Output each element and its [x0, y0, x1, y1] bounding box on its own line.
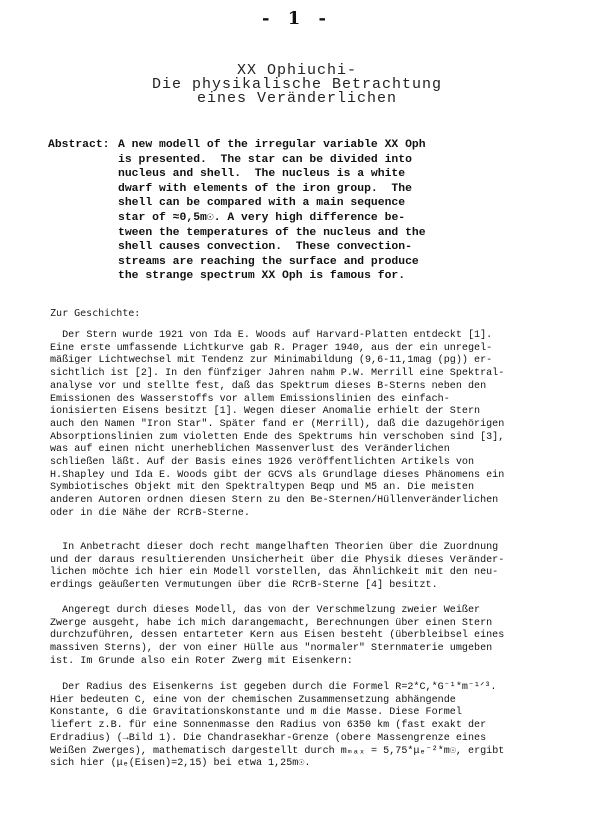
text-line: anderen Autoren ordnen diesen Stern zu den Be-Sternen/Hüllenveränderlichen	[50, 495, 499, 507]
text-line: Weißen Zwerges), mathematisch dargestellt durch mₘₐₓ = 5,75*μₑ⁻²*m☉, ergibt	[50, 745, 505, 757]
text-line: lichen möchte ich hier ein Modell vorstellen, das Ähnlichkeit mit den neu-	[50, 567, 499, 579]
text-line: Zwerge ausgeht, habe ich mich darangemacht, Berechnungen über einen Stern	[50, 617, 493, 629]
title-line: XX Ophiuchi-	[236, 62, 358, 79]
abstract-text	[118, 138, 482, 284]
text-line: schließen läßt. Auf der Basis eines 1926 veröffentlichten Artikels von	[50, 457, 475, 469]
text-line: auch den Namen "Iron Star". Später fand er (Merrill), daß die dazugehörigen	[50, 418, 505, 430]
section-heading: Zur Geschichte:	[50, 308, 141, 319]
text-line: erdings geäußerten Vermutungen über die RCrB-Sterne [4] besitzt.	[50, 580, 438, 592]
page-number: - 1 -	[262, 8, 332, 29]
text-line: Der Radius des Eisenkerns ist gegeben durch die Formel R=2*C,*G⁻¹*m⁻¹ᐟ³.	[50, 682, 497, 693]
text-line: massiven Sterns), der von einer Hülle aus "normaler" Sternmaterie umgeben	[50, 643, 493, 655]
title-line: eines Veränderlichen	[196, 90, 398, 107]
text-line: In Anbetracht dieser doch recht mangelhaften Theorien über die Zuordnung	[50, 542, 499, 553]
title-line: Die physikalische Betrachtung	[151, 76, 443, 93]
abstract-line: dwarf with elements of the iron group. The	[118, 182, 412, 195]
text-line: Symbiotisches Objekt mit den Spektraltypen Beqp und M5 an. Die meisten	[50, 482, 475, 494]
document-title	[0, 64, 594, 106]
paragraph-history	[50, 330, 550, 521]
abstract-line: star of ≈0,5m☉. A very high difference be-	[118, 211, 406, 224]
abstract-line: streams are reaching the surface and produce	[118, 255, 419, 268]
text-line: sich hier (μₑ(Eisen)=2,15) bei etwa 1,25m☉.	[50, 758, 311, 770]
abstract-line: is presented. The star can be divided into	[118, 153, 412, 166]
paragraph-theories	[50, 542, 550, 593]
abstract-line: tween the temperatures of the nucleus and the	[118, 226, 426, 239]
abstract-line: nucleus and shell. The nucleus is a white	[118, 168, 406, 181]
text-line: Emissionen des Wasserstoffs vor allem Emissionslinien des einfach-	[50, 393, 450, 405]
abstract-label: Abstract:	[48, 139, 110, 151]
paragraph-model	[50, 605, 550, 669]
text-line: ionisierten Eisens besitzt [1]. Wegen dieser Anomalie erhielt der Stern	[50, 406, 481, 418]
abstract-line: A new modell of the irregular variable XX Oph	[118, 139, 426, 151]
text-line: analyse vor und stellte fest, daß das Spektrum dieses B-Sterns neben den	[50, 380, 487, 392]
text-line: H.Shapley und Ida E. Woods gibt der GCVS als Grundlage dieses Phänomens ein	[50, 469, 505, 481]
text-line: sichtlich ist [2]. In den fünfziger Jahren nahm P.W. Merrill eine Spektral-	[50, 368, 505, 380]
text-line: liefert z.B. für eine Sonnenmasse den Radius von 6350 km (fast exakt der	[50, 720, 487, 732]
text-line: Eine erste umfassende Lichtkurve gab R. Prager 1940, aus der ein unregel-	[50, 342, 493, 354]
text-line: mäßiger Lichtwechsel mit Tendenz zur Minimabildung (9,6-11,1mag (pg)) er-	[50, 355, 493, 367]
text-line: oder in die Nähe der RCrB-Sterne.	[50, 507, 250, 519]
text-line: und der daraus resultierenden Unsicherheit über die Physik dieses Veränder-	[50, 554, 505, 566]
text-line: was auf einen nicht unerheblichen Massenverlust des Veränderlichen	[50, 444, 450, 456]
text-line: Absorptionslinien zum violetten Ende des Spektrums hin verschoben sind [3],	[50, 431, 505, 443]
paragraph-radius	[50, 682, 550, 771]
text-line: Angeregt durch dieses Modell, das von der Verschmelzung zweier Weißer	[50, 605, 481, 616]
text-line: Erdradius) (→Bild 1). Die Chandrasekhar-Grenze (obere Massengrenze eines	[50, 732, 487, 744]
abstract-line: shell can be compared with a main sequence	[118, 197, 406, 210]
text-line: durchzuführen, dessen entarteter Kern aus Eisen besteht (überbleibsel eines	[50, 630, 505, 642]
text-line: Konstante, G die Gravitationskonstante und m die Masse. Diese Formel	[50, 707, 462, 719]
abstract-line: the strange spectrum XX Oph is famous for.	[118, 270, 406, 283]
text-line: Hier bedeuten C, eine von der chemischen Zusammensetzung abhängende	[50, 694, 456, 706]
text-line: Der Stern wurde 1921 von Ida E. Woods auf Harvard-Platten entdeckt [1].	[50, 330, 493, 341]
text-line: ist. Im Grunde also ein Roter Zwerg mit Eisenkern:	[50, 655, 353, 667]
abstract-line: shell causes convection. These convection-	[118, 241, 412, 254]
